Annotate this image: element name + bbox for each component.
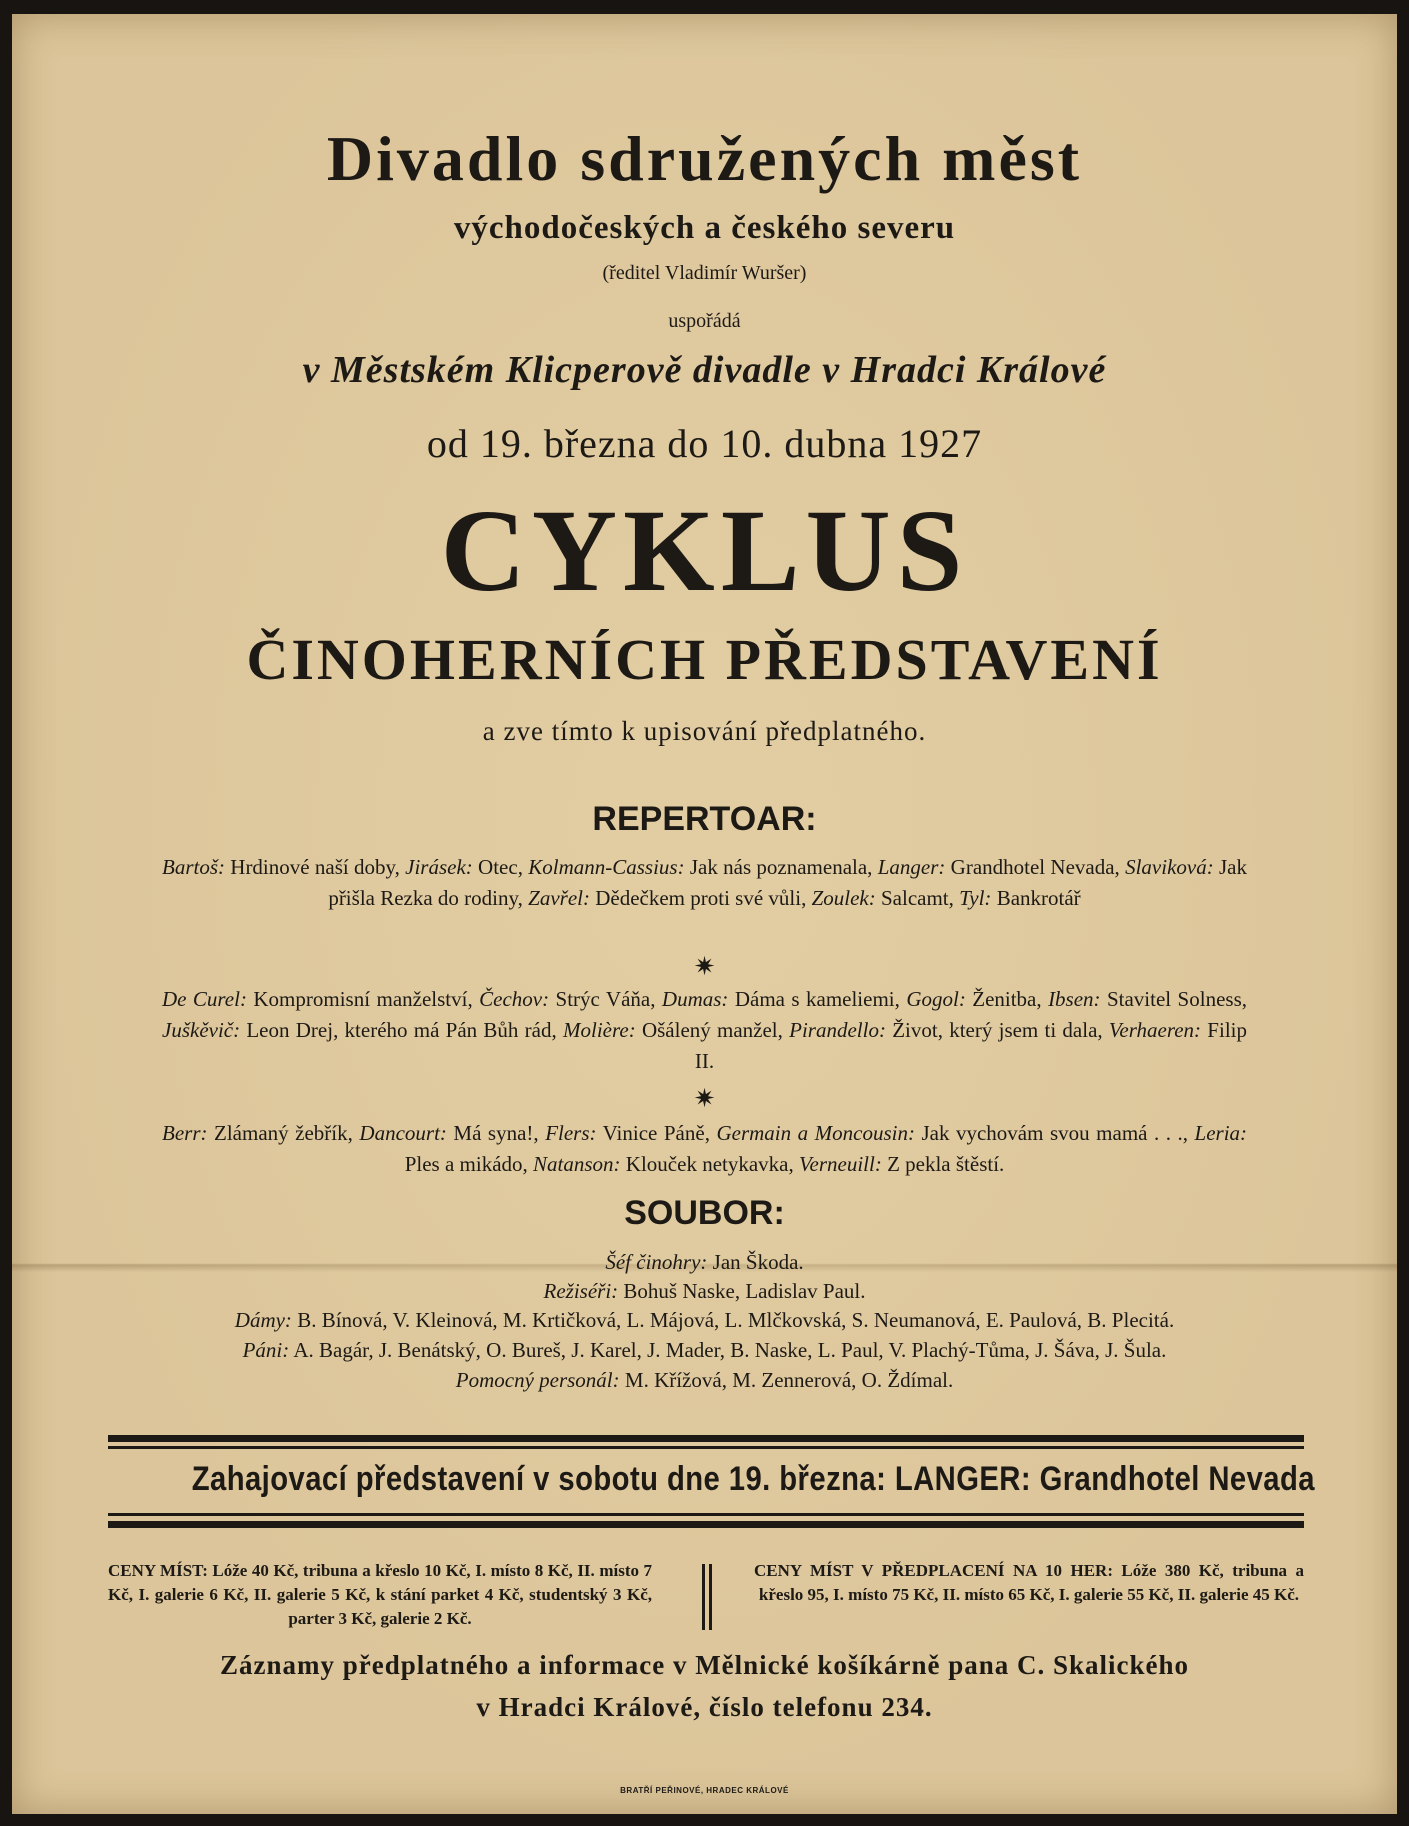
repertoire-work: Má syna!, [446, 1121, 546, 1145]
repertoire-author: Dancourt: [359, 1121, 447, 1145]
repertoire-work: Ples a mikádo, [404, 1152, 534, 1176]
repertoire-author: Leria: [1194, 1121, 1248, 1145]
ensemble-line [12, 1368, 1397, 1393]
repertoire-work: Klouček netykavka, [620, 1152, 799, 1176]
ensemble-role: Dámy: [234, 1308, 292, 1332]
repertoire-author: Juškěvič: [162, 1018, 241, 1042]
repertoire-author: Germain a Moncousin: [716, 1121, 915, 1145]
repertoire-work: Dáma s kameliemi, [728, 987, 907, 1011]
repertoire-work: Filip II. [694, 1018, 1247, 1073]
ensemble-role: Pomocný personál: [455, 1368, 620, 1392]
ticket-prices: CENY MÍST: Lóže 40 Kč, tribuna a křeslo 10 Kč, I. místo 8 Kč, II. místo 7 Kč, I. galerie 6 Kč, II. galerie 5 Kč, k stání parket 4 Kč, studentský 3 Kč, parter 3 Kč, galerie 2 Kč. [108, 1561, 652, 1628]
star-separator: ✷ [693, 952, 716, 981]
repertoire-author: Verhaeren: [1108, 1018, 1202, 1042]
ensemble-role: Režiséři: [543, 1279, 619, 1303]
repertoire-work: Kompromisní manželství, [246, 987, 480, 1011]
repertoire-work: Hrdinové naší doby, [225, 855, 406, 879]
printer-imprint: BRATŘÍ PEŘINOVÉ, HRADEC KRÁLOVÉ [620, 1786, 789, 1795]
repertoire-author: Čechov: [479, 987, 550, 1011]
repertoire-work: Život, který jsem ti dala, [885, 1018, 1109, 1042]
director-line: (ředitel Vladimír Wuršer) [602, 262, 807, 284]
repertoire-author: Slaviková: [1125, 855, 1214, 879]
column-divider [702, 1564, 705, 1630]
ensemble-line [12, 1279, 1397, 1304]
repertoire-author: Tyl: [959, 886, 992, 910]
repertoire-work: Bankrotář [991, 886, 1081, 910]
subscription-prices: CENY MÍST V PŘEDPLACENÍ NA 10 HER: Lóže 380 Kč, tribuna a křeslo 95, I. místo 75 Kč, II. místo 65 Kč, I. galerie 55 Kč, II. galerie 45 Kč. [754, 1561, 1304, 1604]
ensemble-names: B. Bínová, V. Kleinová, M. Krtičková, L. Májová, L. Mlčkovská, S. Neumanová, E. Paulová, B. Plecitá. [297, 1308, 1175, 1332]
main-title: CYKLUS [440, 485, 969, 616]
double-rule-top [108, 1446, 1304, 1449]
repertoire-work: Strýc Váňa, [549, 987, 662, 1011]
main-subtitle: ČINOHERNÍCH PŘEDSTAVENÍ [246, 627, 1163, 692]
repertoire-author: Molière: [563, 1018, 636, 1042]
ensemble-line [12, 1338, 1397, 1363]
repertoire-author: Jirásek: [405, 855, 473, 879]
invite-line: a zve tímto k upisování předplatného. [482, 716, 927, 746]
repertoire-author: Zavřel: [528, 886, 590, 910]
ensemble-names: A. Bagár, J. Benátský, O. Bureš, J. Karel, J. Mader, B. Naske, L. Paul, V. Plachý-Tůma, J. Šáva, J. Šula. [293, 1338, 1167, 1362]
repertoire-author: De Curel: [162, 987, 247, 1011]
repertoire-work: Ženitba, [965, 987, 1049, 1011]
ensemble-role: Šéf činohry: [605, 1250, 708, 1274]
repertoire-author: Bartoš: [162, 855, 225, 879]
repertoire-work: Dědečkem proti své vůli, [589, 886, 812, 910]
subscription-info-2: v Hradci Králové, číslo telefonu 234. [476, 1692, 933, 1722]
repertoire-work: Vinice Páně, [596, 1121, 717, 1145]
double-rule-bottom [108, 1521, 1304, 1528]
repertoire-work: Jak přišla Rezka do rodiny, [328, 855, 1247, 910]
repertoire-author: Dumas: [661, 987, 729, 1011]
repertoire-work: Grandhotel Nevada, [945, 855, 1126, 879]
repertoire-author: Verneuill: [799, 1152, 882, 1176]
column-divider [709, 1564, 712, 1630]
repertoire-heading: REPERTOAR: [592, 800, 817, 838]
repertoire-author: Ibsen: [1048, 987, 1101, 1011]
repertoire-author: Berr: [162, 1121, 208, 1145]
repertoire-author: Zoulek: [811, 886, 876, 910]
double-rule-bottom [108, 1513, 1304, 1516]
ensemble-names: M. Křížová, M. Zennerová, O. Ždímal. [624, 1368, 954, 1392]
repertoire-work: Otec, [472, 855, 529, 879]
ensemble-heading: SOUBOR: [624, 1194, 785, 1232]
repertoire-author: Natanson: [533, 1152, 621, 1176]
repertoire-author: Pirandello: [789, 1018, 886, 1042]
repertoire-work: Zlámaný žebřík, [207, 1121, 360, 1145]
repertoire-group-3 [162, 1118, 1247, 1180]
opening-performance: Zahajovací představení v sobotu dne 19. března: LANGER: Grandhotel Nevada [191, 1460, 1315, 1498]
repertoire-work: Ošálený manžel, [635, 1018, 790, 1042]
repertoire-work: Jak nás poznamenala, [684, 855, 878, 879]
ensemble-names: Jan Škoda. [712, 1250, 804, 1274]
star-separator: ✷ [693, 1084, 716, 1113]
repertoire-author: Flers: [545, 1121, 597, 1145]
repertoire-work: Z pekla štěstí. [881, 1152, 1005, 1176]
arranges-line: uspořádá [668, 310, 741, 332]
repertoire-group-2 [162, 984, 1247, 1077]
repertoire-work: Jak vychovám svou mamá . . ., [914, 1121, 1195, 1145]
dates-line: od 19. března do 10. dubna 1927 [426, 421, 983, 466]
repertoire-author: Langer: [877, 855, 946, 879]
repertoire-work: Leon Drej, kterého má Pán Bůh rád, [240, 1018, 563, 1042]
theatre-subtitle: východočeských a českého severu [453, 210, 956, 246]
repertoire-author: Kolmann-Cassius: [528, 855, 685, 879]
repertoire-work: Salcamt, [875, 886, 960, 910]
poster-sheet [12, 14, 1397, 1814]
subscription-info: Záznamy předplatného a informace v Mělnické košíkárně pana C. Skalického [219, 1650, 1190, 1680]
ensemble-names: Bohuš Naske, Ladislav Paul. [623, 1279, 866, 1303]
ensemble-role: Páni: [242, 1338, 290, 1362]
ensemble-line [12, 1308, 1397, 1333]
ensemble-line [12, 1250, 1397, 1275]
theatre-title: Divadlo sdružených měst [326, 123, 1083, 194]
double-rule-top [108, 1435, 1304, 1442]
repertoire-work: Stavitel Solness, [1100, 987, 1247, 1011]
repertoire-author: Gogol: [906, 987, 966, 1011]
venue-line: v Městském Klicperově divadle v Hradci Králové [302, 349, 1107, 391]
repertoire-group-1 [162, 852, 1247, 914]
